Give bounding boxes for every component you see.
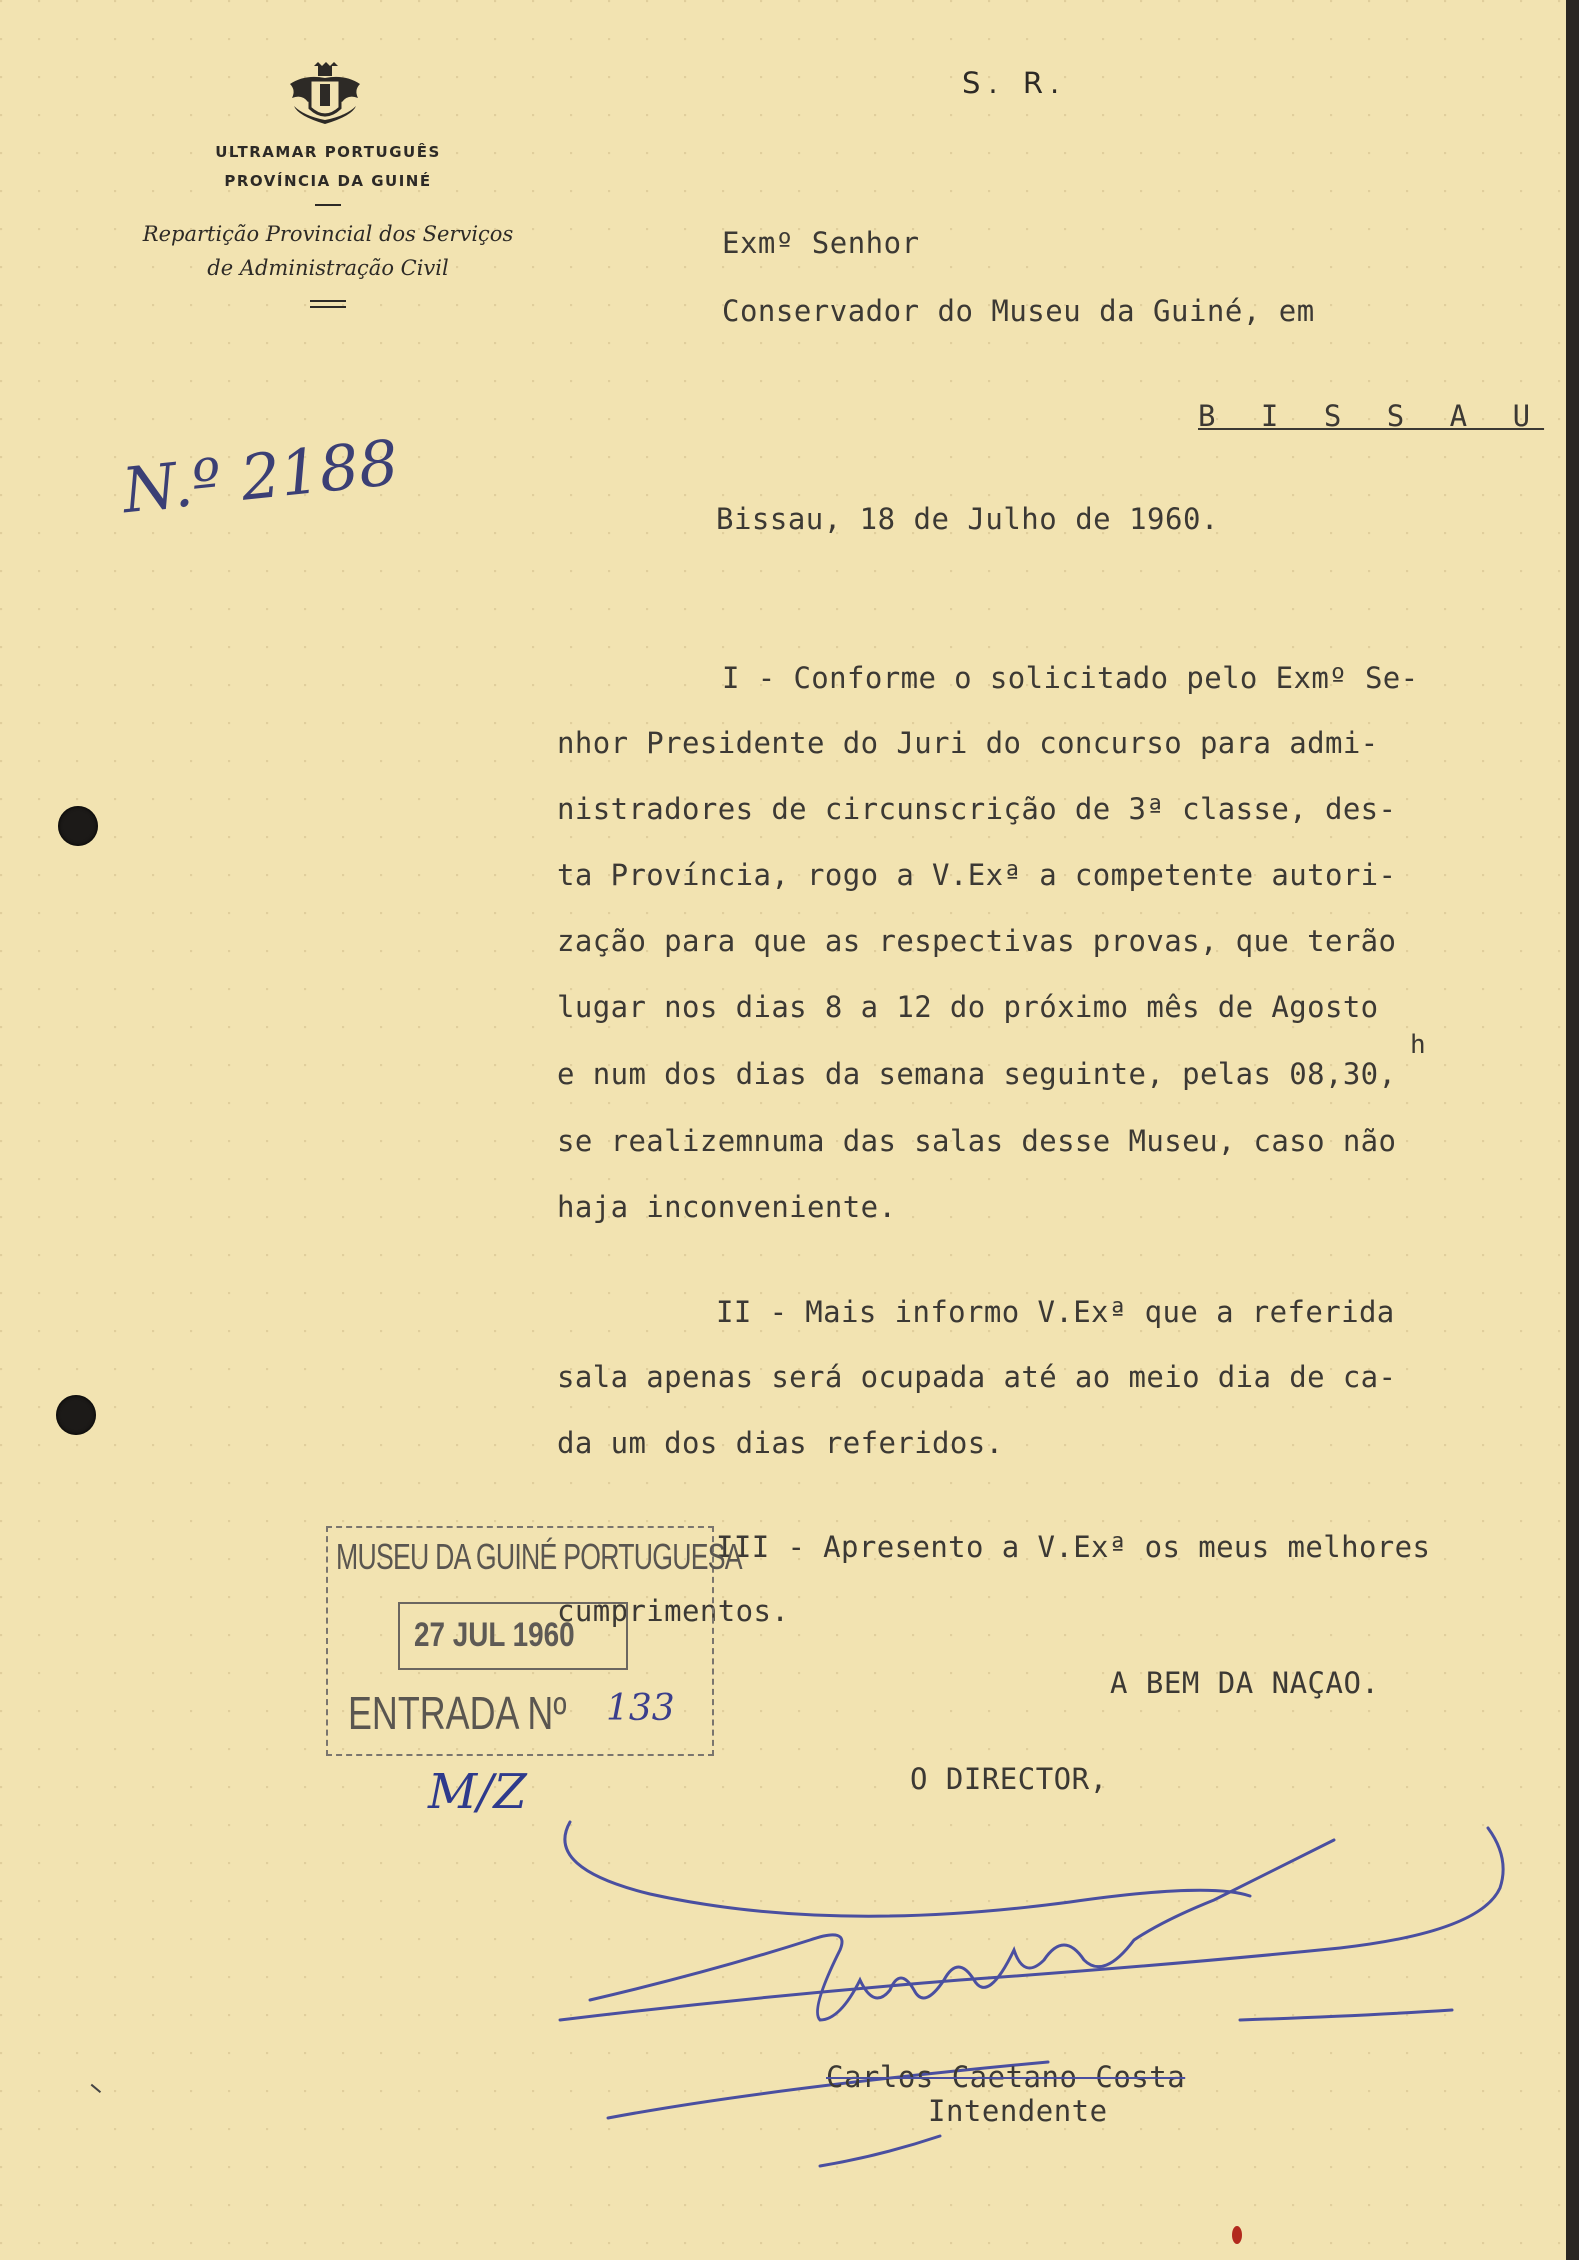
paragraph2-line: da um dos dias referidos. (557, 1426, 1004, 1460)
signatory-title: Intendente (928, 2094, 1108, 2128)
museum-entry-stamp (326, 1526, 742, 1756)
stamp-entry-label: ENTRADA Nº (348, 1687, 567, 1739)
letterhead-divider (315, 204, 341, 206)
time-superscript: h (1410, 1030, 1427, 1060)
paragraph1-line: ta Província, rogo a V.Exª a competente autori- (557, 858, 1397, 892)
paragraph1-line: nistradores de circunscrição de 3ª classe, des- (557, 792, 1397, 826)
paragraph1-line: zação para que as respectivas provas, que terão (557, 924, 1397, 958)
paragraph1-line: lugar nos dias 8 a 12 do próximo mês de Agosto (557, 990, 1379, 1024)
paragraph1-line: I - Conforme o solicitado pelo Exmº Se- (722, 661, 1419, 695)
paragraph1-line: e num dos dias da semana seguinte, pelas 08,30, (557, 1057, 1397, 1091)
paragraph1-line: nhor Presidente do Juri do concurso para admi- (557, 726, 1379, 760)
letterhead-provincia: PROVÍNCIA DA GUINÉ (224, 172, 432, 190)
paragraph1-line: haja inconveniente. (557, 1190, 897, 1224)
reference-mark: S. R. (962, 66, 1068, 100)
punch-hole-top (58, 806, 98, 846)
signatory-name: Carlos Caetano Costa (826, 2060, 1186, 2094)
closing-role: O DIRECTOR, (910, 1762, 1108, 1796)
letterhead-ultramar: ULTRAMAR PORTUGUÊS (215, 143, 441, 161)
paragraph1-line: se realizemnuma das salas desse Museu, caso não (557, 1124, 1397, 1158)
coat-of-arms-icon (280, 62, 370, 132)
letterhead-double-divider (310, 300, 346, 308)
margin-mark (83, 2084, 101, 2102)
paragraph2-line: II - Mais informo V.Exª que a referida (716, 1295, 1395, 1329)
stamp-entry-number: 133 (606, 1688, 675, 1729)
paragraph2-line: sala apenas será ocupada até ao meio dia de ca- (557, 1360, 1397, 1394)
stamp-institution: MUSEU DA GUINÉ PORTUGUESA (336, 1536, 742, 1577)
date-line: Bissau, 18 de Julho de 1960. (716, 502, 1219, 536)
letterhead-reparticao-line2: de Administração Civil (207, 256, 449, 280)
paragraph3-line: III - Apresento a V.Exª os meus melhores (716, 1530, 1431, 1564)
registration-number-handwritten: N.º 2188 (118, 425, 402, 528)
addressee-salutation: Exmº Senhor (722, 226, 920, 260)
punch-hole-bottom (56, 1395, 96, 1435)
handwritten-annotation: M/Z (428, 1764, 527, 1820)
stamp-date-box (398, 1602, 628, 1670)
addressee-city: B I S S A U (1198, 399, 1545, 433)
stamp-date: 27 JUL 1960 (414, 1616, 575, 1654)
red-ink-spot (1232, 2226, 1242, 2244)
letterhead-reparticao-line1: Repartição Provincial dos Serviços (142, 222, 514, 246)
addressee-title: Conservador do Museu da Guiné, em (722, 294, 1315, 328)
paragraph3-line: cumprimentos. (557, 1594, 790, 1628)
closing-motto: A BEM DA NAÇAO. (1110, 1666, 1380, 1700)
